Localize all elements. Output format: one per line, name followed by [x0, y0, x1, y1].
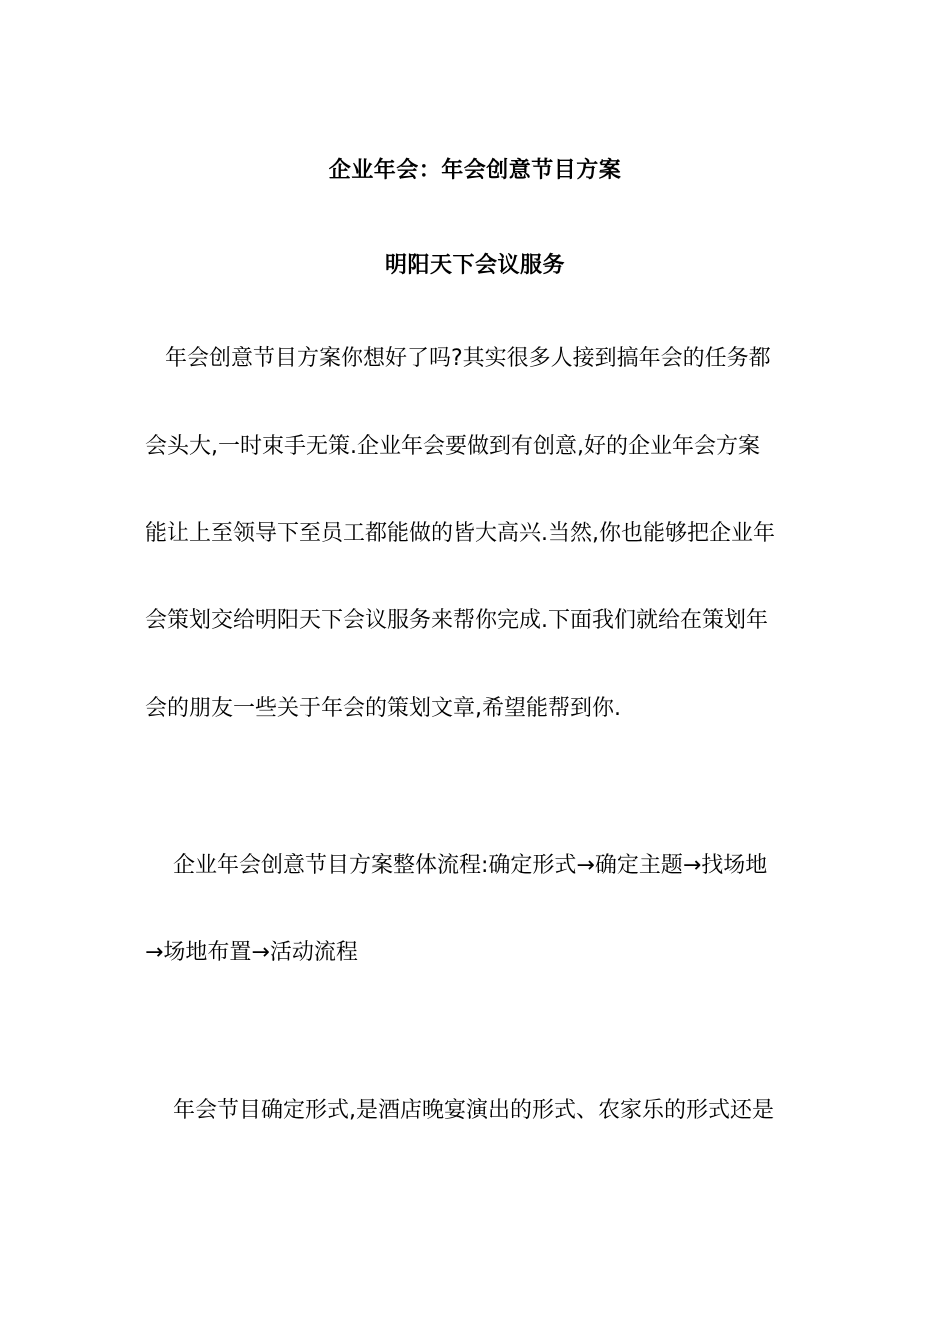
paragraph-line: 会策划交给明阳天下会议服务来帮你完成.下面我们就给在策划年 — [145, 608, 768, 633]
paragraph-line: →场地布置→活动流程 — [145, 940, 358, 965]
paragraph-line: 年会节目确定形式,是酒店晚宴演出的形式、农家乐的形式还是 — [173, 1098, 774, 1123]
paragraph-line: 年会创意节目方案你想好了吗?其实很多人接到搞年会的任务都 — [165, 346, 771, 371]
document-subtitle: 明阳天下会议服务 — [384, 253, 565, 278]
paragraph-line: 会的朋友一些关于年会的策划文章,希望能帮到你. — [145, 696, 621, 721]
paragraph-line: 会头大,一时束手无策.企业年会要做到有创意,好的企业年会方案 — [145, 434, 760, 459]
paragraph-line: 企业年会创意节目方案整体流程:确定形式→确定主题→找场地 — [173, 853, 768, 878]
paragraph-line: 能让上至领导下至员工都能做的皆大高兴.当然,你也能够把企业年 — [145, 521, 775, 546]
document-title: 企业年会：年会创意节目方案 — [328, 158, 622, 183]
